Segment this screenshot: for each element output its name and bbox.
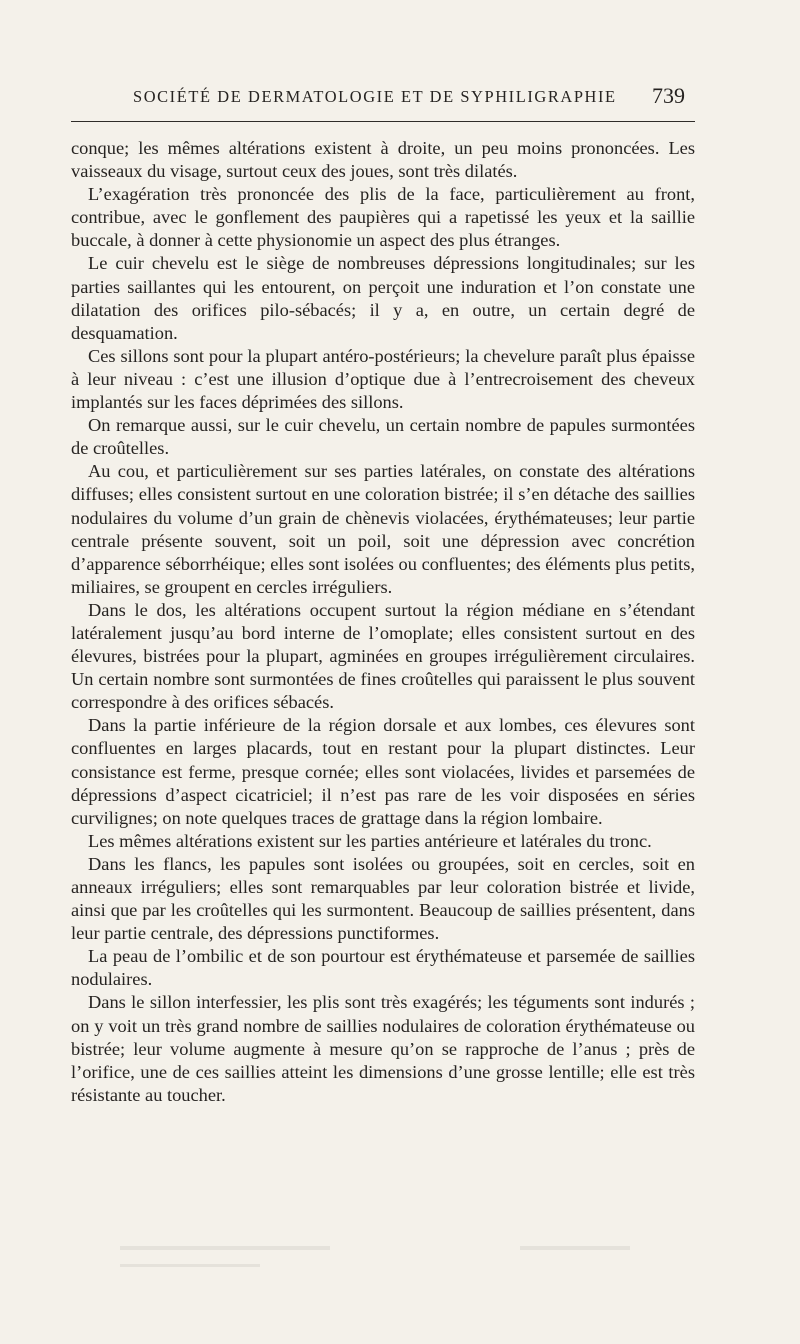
paragraph-face-folds: L’exagération très prononcée des plis de la face, particulièrement au front, contribue, avec le gonflement des paupières qui a rapetissé les yeux et la saillie buccale, à donner à cette physionomie un aspect des plus étranges. bbox=[71, 184, 695, 251]
paragraph-scalp-depressions: Le cuir chevelu est le siège de nombreuses dépressions longitudinales; sur les parties saillantes qui les entourent, on perçoit une induration et l’on constate une dilatation des orifices pilo-sébacés; il y a, en outre, un certain degré de desquamation. bbox=[71, 253, 695, 343]
paragraph-continuation: conque; les mêmes altérations existent à droite, un peu moins prononcées. Les vaisseaux du visage, surtout ceux des joues, sont très dilatés. bbox=[71, 138, 695, 182]
paragraph-scalp-furrows: Ces sillons sont pour la plupart antéro-postérieurs; la chevelure paraît plus épaisse à leur niveau : c’est une illusion d’optique due à l’entrecroisement des cheveux implantés sur les faces déprimées des sillons. bbox=[71, 345, 695, 413]
body-text bbox=[71, 137, 695, 1107]
page-number: 739 bbox=[652, 83, 685, 108]
show-through-marks bbox=[100, 1238, 660, 1278]
header-rule bbox=[71, 121, 695, 122]
paragraph-scalp-papules: On remarque aussi, sur le cuir chevelu, un certain nombre de papules surmontées de croûtelles. bbox=[71, 415, 695, 459]
running-head: SOCIÉTÉ DE DERMATOLOGIE ET DE SYPHILIGRAPHIE bbox=[133, 87, 617, 106]
paragraph-trunk: Les mêmes altérations existent sur les parties antérieure et latérales du tronc. bbox=[88, 830, 652, 851]
paragraph-umbilicus: La peau de l’ombilic et de son pourtour est érythémateuse et parsemée de saillies nodulaires. bbox=[71, 946, 695, 990]
paragraph-lumbar: Dans la partie inférieure de la région dorsale et aux lombes, ces élevures sont confluentes en larges placards, tout en restant pour la plupart distinctes. Leur consistance est ferme, presque cornée; elles sont violacées, livides et parsemées de dépressions d’aspect cicatriciel; il n’est pas rare de les voir disposées en séries curvilignes; on note quelques traces de grattage dans la région lombaire. bbox=[71, 715, 695, 828]
paragraph-neck: Au cou, et particulièrement sur ses parties latérales, on constate des altérations diffuses; elles consistent surtout en une coloration bistrée; il s’en détache des saillies nodulaires du volume d’un grain de chènevis violacées, érythémateuses; leur partie centrale présente souvent, soit un poil, soit une dépression avec concrétion d’apparence séborrhéique; elles sont isolées ou confluentes; des éléments plus petits, miliaires, se groupent en cercles irréguliers. bbox=[71, 461, 695, 597]
paragraph-intergluteal: Dans le sillon interfessier, les plis sont très exagérés; les téguments sont indurés ; on y voit un très grand nombre de saillies nodulaires de coloration érythémateuse ou bistrée; leur volume augmente à mesure qu’on se rapproche de l’anus ; près de l’orifice, une de ces saillies atteint les dimensions d’une grosse lentille; elle est très résistante au toucher. bbox=[71, 992, 695, 1105]
paragraph-flanks: Dans les flancs, les papules sont isolées ou groupées, soit en cercles, soit en anneaux irréguliers; elles sont remarquables par leur coloration bistrée et livide, ainsi que par les croûtelles qui les surmontent. Beaucoup de saillies présentent, dans leur partie centrale, des dépressions punctiformes. bbox=[71, 853, 695, 944]
paragraph-back: Dans le dos, les altérations occupent surtout la région médiane en s’étendant latéralement jusqu’au bord interne de l’omoplate; elles consistent surtout en des élevures, bistrées pour la plupart, agminées en groupes irrégulièrement circulaires. Un certain nombre sont surmontées de fines croûtelles qui paraissent le plus souvent correspondre à des orifices sébacés. bbox=[71, 599, 695, 713]
page-header bbox=[133, 83, 685, 113]
